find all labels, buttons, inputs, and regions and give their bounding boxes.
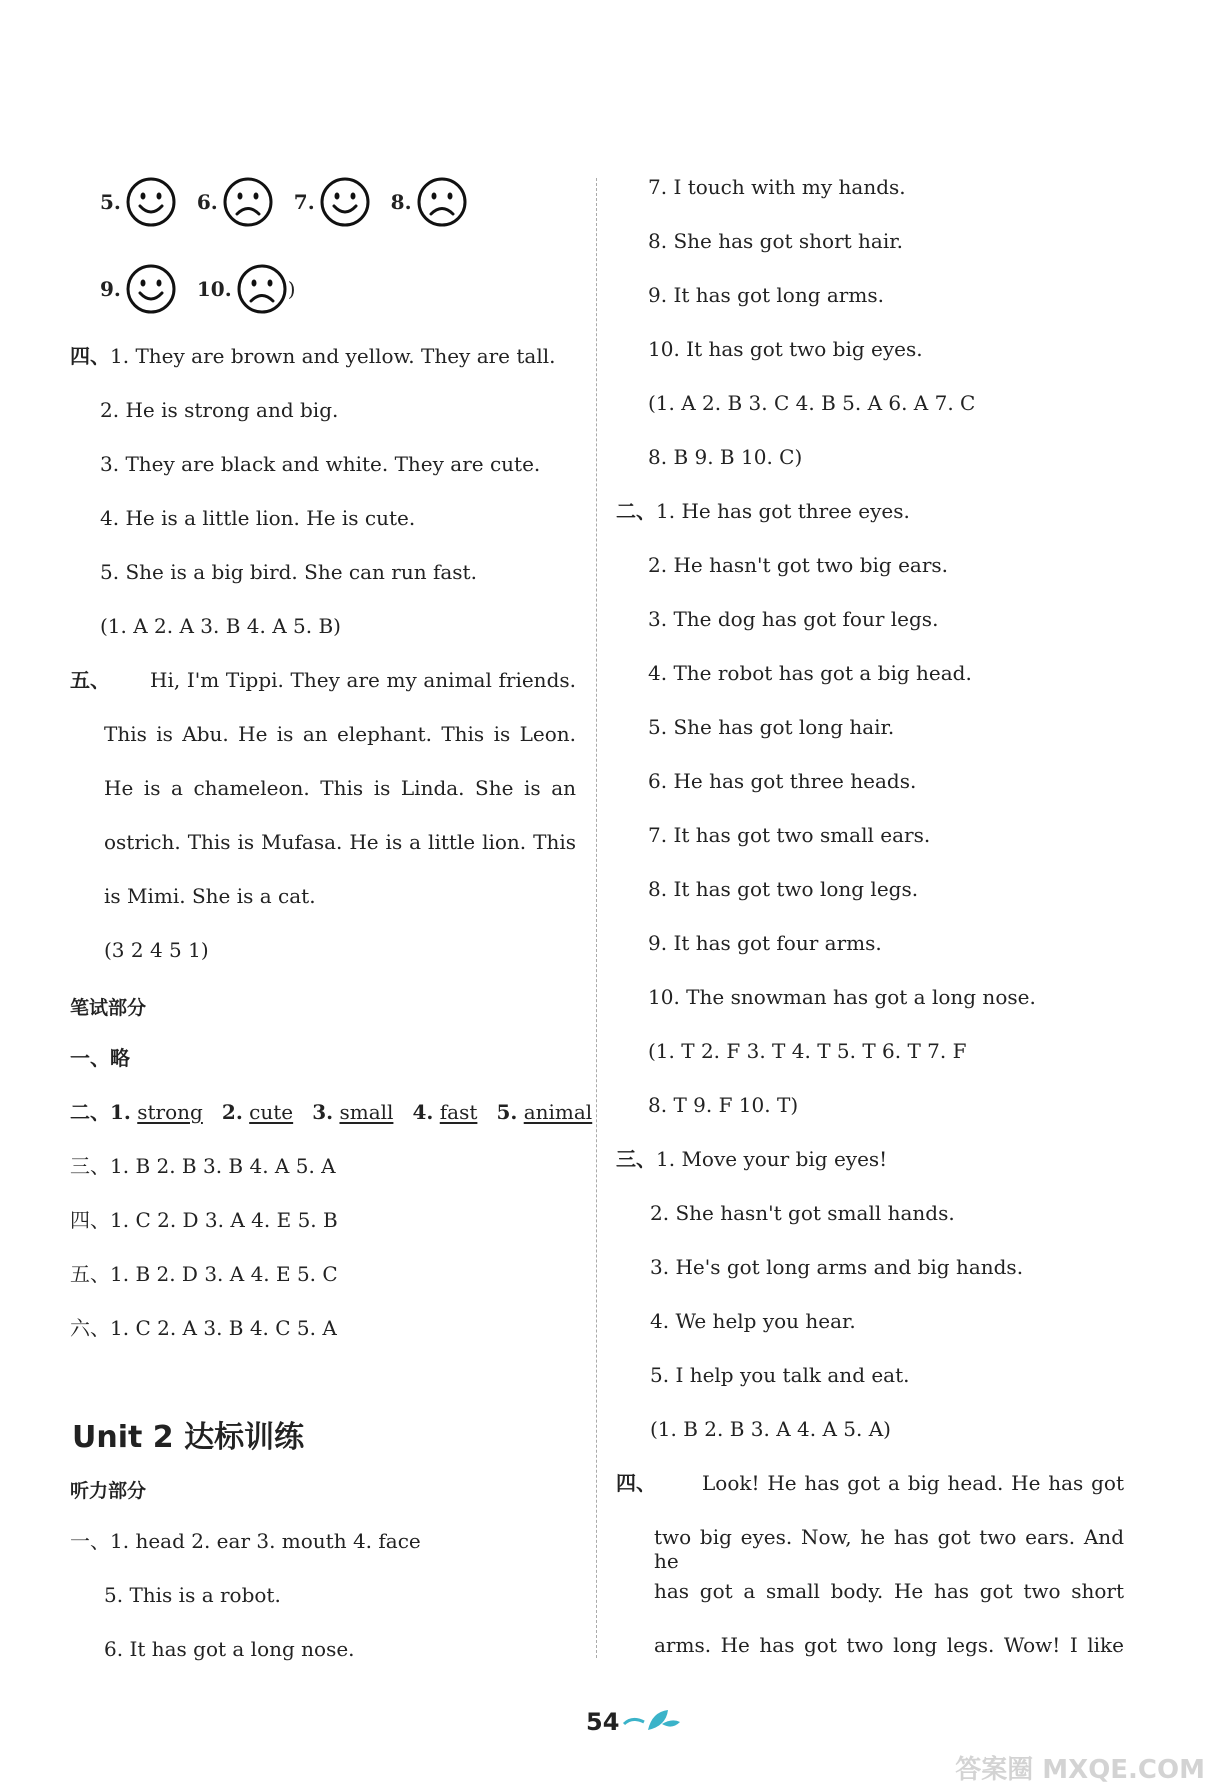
section-5-prefix: 五、 (70, 668, 110, 692)
section-4-answers: (1. A 2. A 3. B 4. A 5. B) (100, 614, 341, 638)
right-section-3-line-3: 3. He's got long arms and big hands. (650, 1255, 1024, 1279)
right-section-4-line-4: arms. He has got two long legs. Wow! I like (654, 1633, 1124, 1657)
right-section-4-line-3: has got a small body. He has got two short (654, 1579, 1124, 1603)
written-1: 一、略 (70, 1046, 130, 1070)
written-5: 五、1. B 2. D 3. A 4. E 5. C (70, 1262, 338, 1286)
right-line-7: 7. I touch with my hands. (648, 175, 906, 199)
listening-1: 一、1. head 2. ear 3. mouth 4. face (70, 1529, 421, 1553)
right-section-2-line-5: 5. She has got long hair. (648, 715, 895, 739)
right-section-2-line-7: 7. It has got two small ears. (648, 823, 931, 847)
right-section-2-line-6: 6. He has got three heads. (648, 769, 917, 793)
section-4-line-3: 3. They are black and white. They are cute. (100, 452, 541, 476)
section-5-line-1: Hi, I'm Tippi. They are my animal friends. (150, 668, 576, 692)
right-section-4-line-1: Look! He has got a big head. He has got (702, 1471, 1124, 1495)
right-line-8: 8. She has got short hair. (648, 229, 903, 253)
listening-heading: 听力部分 (70, 1480, 147, 1502)
leaf-decoration-icon (622, 1704, 684, 1736)
right-section-2-answers-2: 8. T 9. F 10. T) (648, 1093, 799, 1117)
closing-paren: ) (287, 277, 296, 301)
section-5-line-4: ostrich. This is Mufasa. He is a little lion. This (104, 830, 576, 854)
sad-face-icon (236, 263, 288, 315)
face-number: 10. (196, 277, 232, 301)
right-section-2-line-2: 2. He hasn't got two big ears. (648, 553, 949, 577)
right-section-2-answers-1: (1. T 2. F 3. T 4. T 5. T 6. T 7. F (648, 1039, 967, 1063)
section-5-line-2: This is Abu. He is an elephant. This is Leon. (104, 722, 576, 746)
right-section-3-line-4: 4. We help you hear. (650, 1309, 856, 1333)
section-4-line-5: 5. She is a big bird. She can run fast. (100, 560, 477, 584)
column-divider (596, 178, 597, 1658)
right-section-2-line-10: 10. The snowman has got a long nose. (648, 985, 1036, 1009)
face-number: 7. (293, 190, 315, 214)
happy-face-icon (125, 263, 177, 315)
right-section-4-prefix: 四、 (616, 1471, 656, 1495)
listening-1-5: 5. This is a robot. (104, 1583, 281, 1607)
written-4: 四、1. C 2. D 3. A 4. E 5. B (70, 1208, 338, 1232)
happy-face-icon (125, 176, 177, 228)
right-answers-2: 8. B 9. B 10. C) (648, 445, 803, 469)
written-heading: 笔试部分 (70, 997, 147, 1019)
section-5-line-5: is Mimi. She is a cat. (104, 884, 316, 908)
page-number: 54 (586, 1708, 620, 1736)
listening-1-6: 6. It has got a long nose. (104, 1637, 355, 1661)
right-section-3-answers: (1. B 2. B 3. A 4. A 5. A) (650, 1417, 891, 1441)
faces-row-2 (100, 263, 296, 315)
written-6: 六、1. C 2. A 3. B 4. C 5. A (70, 1316, 337, 1340)
right-section-2-line-1: 二、1. He has got three eyes. (616, 499, 910, 523)
sad-face-icon (222, 176, 274, 228)
watermark: 答案圈 MXQE.COM (955, 1755, 1205, 1785)
section-prefix: 四、 (70, 344, 110, 368)
right-section-2-line-9: 9. It has got four arms. (648, 931, 882, 955)
unit-title: Unit 2 达标训练 (72, 1420, 305, 1455)
section-5-order: (3 2 4 5 1) (104, 938, 209, 962)
right-section-2-line-4: 4. The robot has got a big head. (648, 661, 972, 685)
right-section-3-line-1: 三、1. Move your big eyes! (616, 1147, 888, 1171)
happy-face-icon (319, 176, 371, 228)
section-5-line-3: He is a chameleon. This is Linda. She is an (104, 776, 576, 800)
right-line-10: 10. It has got two big eyes. (648, 337, 923, 361)
section-4-line-2: 2. He is strong and big. (100, 398, 339, 422)
face-number: 6. (196, 190, 218, 214)
faces-row-1 (100, 176, 468, 228)
sad-face-icon (416, 176, 468, 228)
section-4-line-1: 四、1. They are brown and yellow. They are tall. (70, 344, 556, 368)
right-section-2-line-8: 8. It has got two long legs. (648, 877, 919, 901)
face-number: 5. (100, 190, 121, 214)
written-3: 三、1. B 2. B 3. B 4. A 5. A (70, 1154, 336, 1178)
section-4-line-4: 4. He is a little lion. He is cute. (100, 506, 416, 530)
written-2: 二、1. strong 2. cute 3. small 4. fast 5. animal (70, 1100, 593, 1124)
right-answers-1: (1. A 2. B 3. C 4. B 5. A 6. A 7. C (648, 391, 976, 415)
right-line-9: 9. It has got long arms. (648, 283, 884, 307)
right-section-2-line-3: 3. The dog has got four legs. (648, 607, 939, 631)
right-section-3-line-5: 5. I help you talk and eat. (650, 1363, 910, 1387)
face-number: 8. (390, 190, 412, 214)
face-number: 9. (100, 277, 121, 301)
right-section-4-line-2: two big eyes. Now, he has got two ears. And he (654, 1525, 1124, 1573)
right-section-3-line-2: 2. She hasn't got small hands. (650, 1201, 955, 1225)
